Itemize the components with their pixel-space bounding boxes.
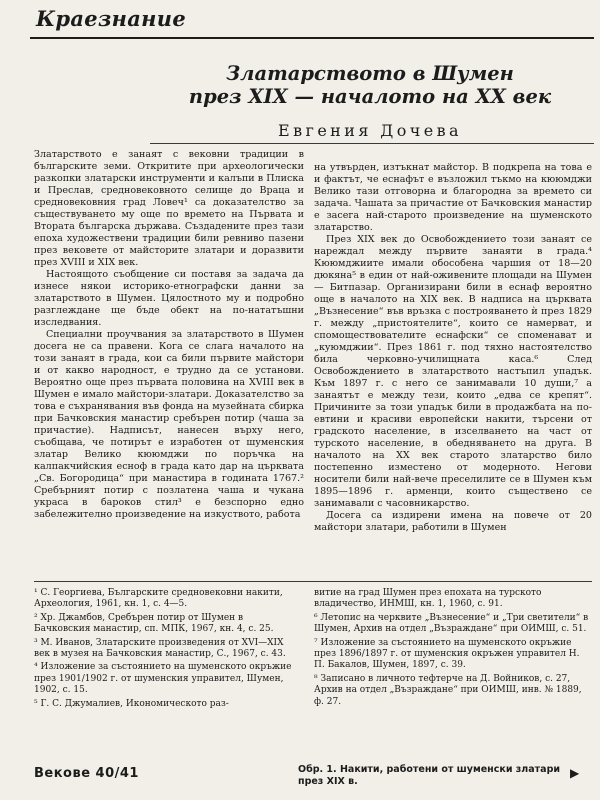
- footnotes-right: [314, 588, 592, 760]
- article-author: Евгения Дочева: [278, 121, 462, 140]
- footnote: витие на град Шумен през епохата на турското владичество, ИНМШ, кн. 1, 1960, с. 91.: [314, 588, 542, 610]
- footnotes-left: [34, 588, 300, 760]
- footnote: ⁵ Г. С. Джумалиев, Икономическото раз-: [34, 698, 229, 709]
- header-rule: [30, 37, 594, 39]
- footnote: ⁷ Изложение за състоянието на шуменското окръжие през 1896/1897 г. от шуменския окръжен управител Н. П. Бакалов, Шумен, 1897, с. 39.: [314, 637, 580, 671]
- footnote: ⁸ Записано в личното тефтерче на Д. Войников, с. 27, Архив на отдел „Възраждане“ при ОИМШ, инв. № 1889, ф. 27.: [314, 673, 582, 707]
- issue-label: Векове 40/41: [34, 766, 139, 781]
- footnotes-rule: [34, 581, 592, 582]
- paragraph: Специални проучвания за златарството в Шумен досега не са правени. Кога се слага началото на този занаят в града, кои са били първите майстори и от какво народност, е трудно да се установи. Вероятно още през първата половина на XVIII век в Шумен е имало майстори-златари. Доказателство за това е съхранявания във фонда на музейната сбирка при Бачковския манастир сребърен потир (чаша за причастие). Надписът, нанесен върху него, съобщава, че потирът е изработен от шуменския златар Велико кююмджи по поръчка на калпакчийския есноф в града като дар на църквата „Св. Богородица“ при манастира в годината 1767.² Сребърният потир с позлатена чаша и чукана украса в бароков стил³ е безспорно едно забележително произведение на изкуството, работа: [34, 329, 304, 520]
- next-page-arrow-icon: ▶: [570, 766, 580, 780]
- footnote: ⁴ Изложение за състоянието на шуменското окръжие през 1901/1902 г. от шуменския управител, Шумен, 1902, с. 15.: [34, 662, 292, 696]
- paragraph: на утвърден, изтъкнат майстор. В подкрепа на това е и фактът, че еснафът е възложил тъкмо на кююмджи Велико тази отговорна и благородна за времето си задача. Чашата за причастие от Бачковския манастир е засега най-старото произведение на шуменското златарство.: [314, 162, 592, 233]
- title-rule: [150, 143, 594, 144]
- footnote: ² Хр. Джамбов, Сребърен потир от Шумен в Бачковския манастир, сп. МПК, 1967, кн. 4, с. 25.: [34, 612, 274, 635]
- text-column-left: [34, 149, 304, 569]
- footnote: ⁶ Летопис на черквите „Възнесение“ и „Три светители“ в Шумен, Архив на отдел „Възраждане“ при ОИМШ, с. 51.: [314, 612, 589, 635]
- title-line-1: Златарството в Шумен: [226, 62, 514, 85]
- paragraph: Настоящото съобщение си поставя за задача да изнесе някои историко-етнографски данни за златарството в Шумен. Цялостното му и подробно разглеждане ще бъде обект на по-нататъшни изследвания.: [34, 269, 304, 328]
- figure-caption: Обр. 1. Накити, работени от шуменски златари през XIX в.: [298, 764, 561, 787]
- article-title: [150, 62, 590, 108]
- paragraph: През XIX век до Освобождението този занаят се нареждал между първите занаяти в града.⁴ Кююмджиите имали обособена чаршия от 18—20 дюкяна⁵ в един от най-оживените площади на Шумен — Битпазар. Организирани били в еснаф вероятно още в началото на XIX век. В надписа на църквата „Възнесение“ във връзка с построяването ѝ през 1829 г. между „пристоятелите“, които се намерват, и спомоществователите еснафски“ се споменават и „куюмджии“. През 1861 г. под тяхно настоятелство била черковно-училищната каса.⁶ След Освобождението в златарството настъпил упадък. Към 1897 г. с него се занимавали 10 души,⁷ а занаятът е между тези, които „едва се крепят“. Причините за този упадък били в продажбата на по-евтини и красиви европейски накити, търсени от градското население, в изселването на част от турското население, в обедняването на друга. В началото на XX век старото златарство било постепенно изместено от модерното. Негови носители били най-вече преселилите се в Шумен към 1895—1896 г. арменци, които съществено се занимавали с часовникарство.: [314, 234, 592, 509]
- paragraph: Досега са издирени имена на повече от 20 майстори златари, работили в Шумен: [314, 510, 592, 533]
- footnote: ³ М. Иванов, Златарските произведения от XVI—XIX век в музея на Бачковския манастир, С., 1967, с. 43.: [34, 637, 286, 660]
- text-column-right: [314, 162, 592, 574]
- paragraph: Златарството е занаят с вековни традиции в българските земи. Откритите при археологически разкопки златарски инструменти и калъпи в Плиска и Преслав, средновековното селище до Враца и средновековния град Ловеч¹ са доказателство за съществуването му още по времето на Първата и Втората българска държава. Създадените през тази епоха художествени традиции били ревниво пазени през вековете от майсторите златари и доразвити през XVIII и XIX век.: [34, 149, 304, 268]
- section-label: Краезнание: [36, 6, 187, 31]
- title-line-2: през XIX — началото на XX век: [188, 85, 552, 108]
- footnote: ¹ С. Георгиева, Българските средновековни накити, Археология, 1961, кн. 1, с. 4—5.: [34, 588, 283, 610]
